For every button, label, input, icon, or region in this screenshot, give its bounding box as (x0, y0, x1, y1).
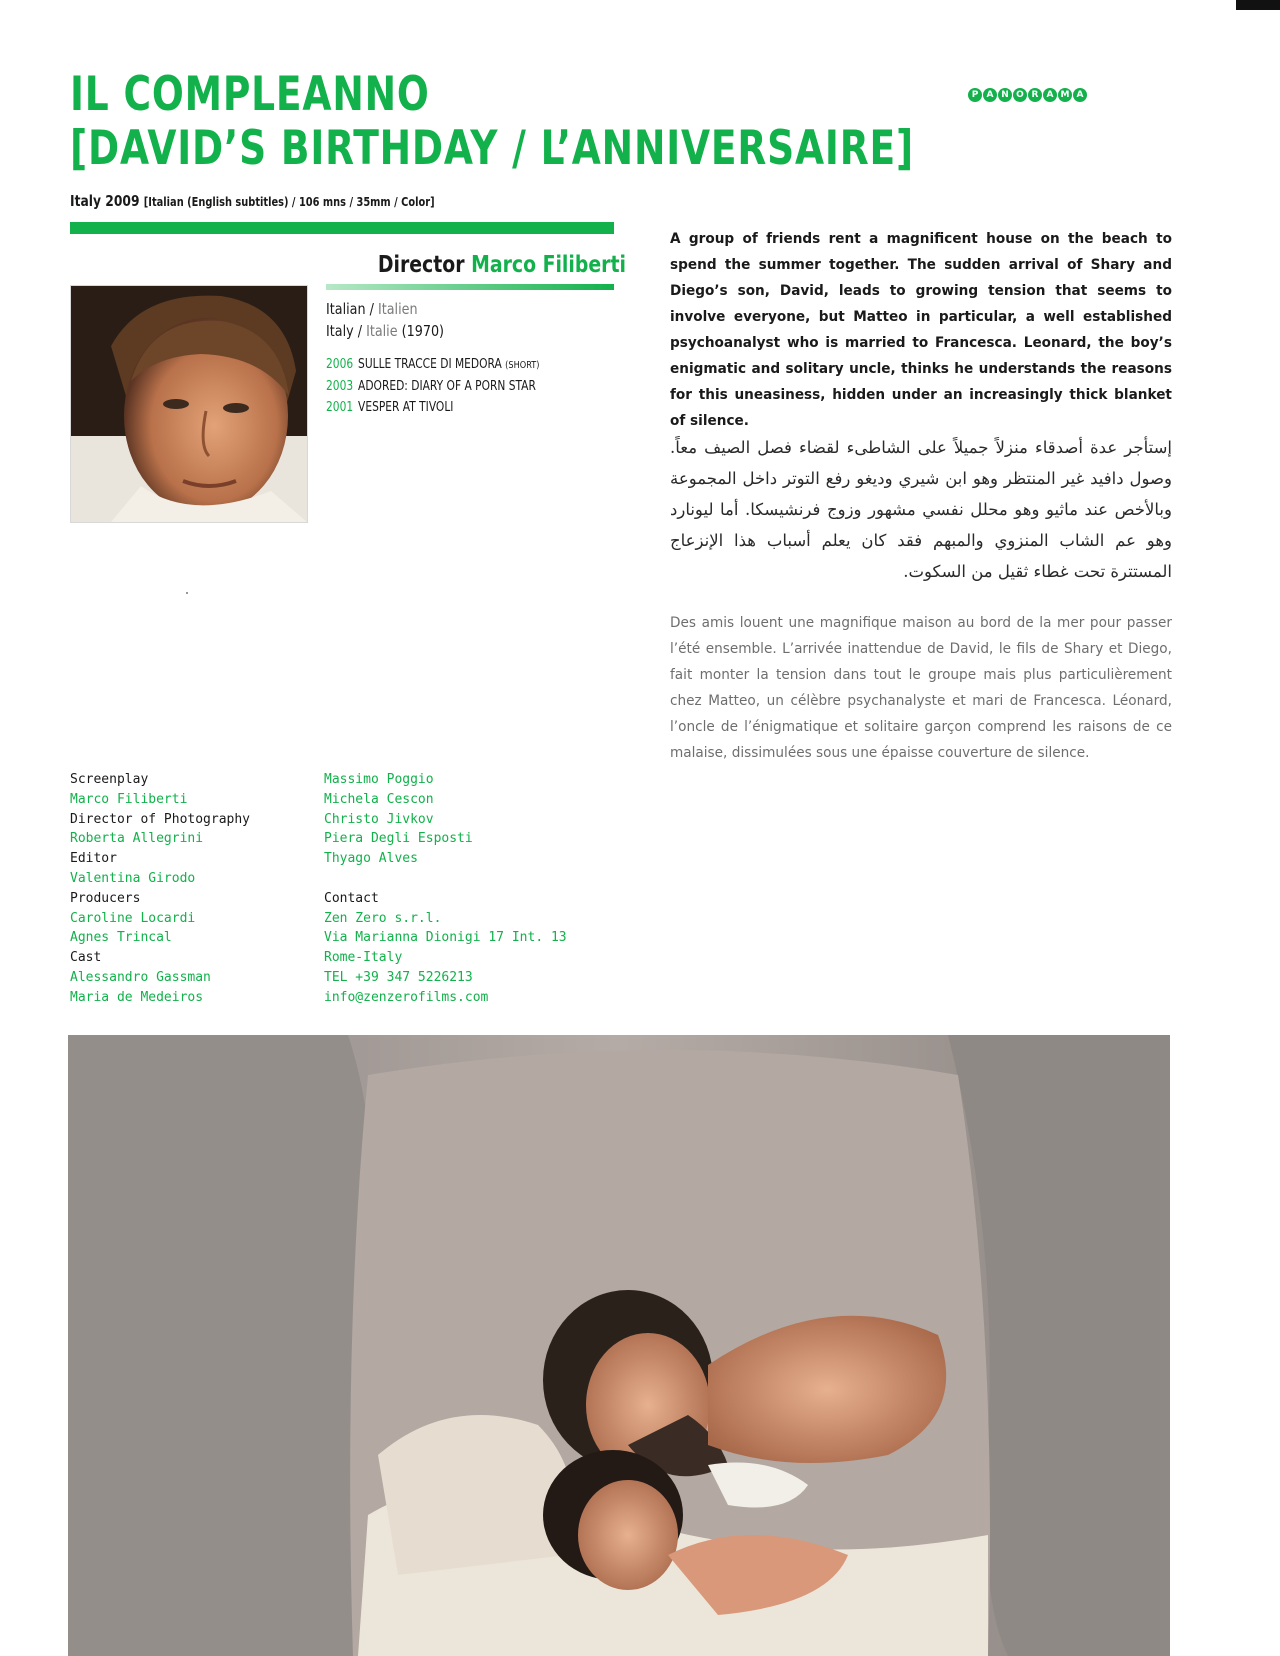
cast-member: Maria de Medeiros (70, 989, 204, 1005)
director-portrait (70, 285, 308, 523)
director-heading (377, 252, 626, 278)
cast-member: Alessandro Gassman (70, 969, 211, 985)
badge-letter: A (983, 88, 997, 102)
panorama-section-badge (968, 88, 1087, 102)
dop-label: Director of Photography (70, 811, 251, 827)
filmography-item (326, 397, 562, 418)
filmography-item (326, 376, 562, 397)
badge-letter: A (1043, 88, 1057, 102)
cast-member: Christo Jivkov (324, 811, 434, 827)
format-details: [Italian (English subtitles) / 106 mns / 35mm / Color] (143, 195, 435, 209)
nationality-fr: Italien (377, 300, 418, 318)
producer-name: Caroline Locardi (70, 910, 196, 926)
film-year: 2006 (326, 357, 354, 372)
filmography-list (326, 354, 614, 418)
editor-label: Editor (70, 851, 117, 867)
film-note: (SHORT) (505, 360, 540, 371)
film-still-image (68, 1035, 1170, 1656)
director-info (326, 252, 626, 418)
film-year: 2001 (326, 400, 354, 415)
cast-member: Thyago Alves (324, 851, 418, 867)
contact-phone: TEL +39 347 5226213 (324, 969, 473, 985)
director-nationality: Italian / Italien (326, 300, 418, 318)
accent-divider (70, 222, 614, 234)
screenplay-label: Screenplay (70, 772, 149, 787)
badge-letter: N (998, 88, 1012, 102)
editor-name: Valentina Girodo (70, 870, 196, 886)
contact-company: Zen Zero s.r.l. (324, 910, 442, 926)
birth-country-fr: Italie (366, 322, 398, 340)
film-title: ADORED: DIARY OF A PORN STAR (358, 379, 536, 394)
dop-name: Roberta Allegrini (70, 831, 204, 847)
film-title: SULLE TRACCE DI MEDORA (358, 357, 502, 372)
scan-speck (186, 592, 188, 594)
synopsis-arabic (670, 432, 1172, 587)
director-name: Marco Filiberti (471, 252, 626, 278)
spacer (324, 869, 567, 889)
page-edge-mark (1236, 0, 1280, 10)
badge-letter: A (1073, 88, 1087, 102)
director-birth: Italy / Italie (1970) (326, 322, 445, 340)
badge-letter: M (1058, 88, 1072, 102)
badge-letter: R (1028, 88, 1042, 102)
title-line-original: IL COMPLEANNO (70, 67, 430, 122)
badge-letter: P (968, 88, 982, 102)
film-still (68, 1035, 1170, 1656)
film-year: 2003 (326, 379, 354, 394)
director-portrait-image (71, 286, 307, 522)
badge-letter: O (1013, 88, 1027, 102)
credits-column-left (70, 770, 250, 1008)
synopsis-english-text: A group of friends rent a magnificent house on the beach to spend the summer together. The sudden arrival of Shary and Diego’s son, David, leads to growing tension that seems to involve everyone, but Matteo in particular, a well established psychoanalyst who is married to Francesca. Leonard, the boy’s enigmatic and solitary uncle, thinks he understands the reasons for this uneasiness, hidden under an increasingly thick blanket of silence. (670, 231, 1172, 429)
nationality-en: Italian (326, 300, 366, 318)
birth-year: (1970) (401, 322, 445, 340)
synopsis-arabic-text: إستأجر عدة أصدقاء منزلاً جميلاً على الشاطىء لقضاء فصل الصيف معاً. وصول دافيد غير المنتظر وهو ابن شيري وديغو رفع التوتر داخل المجموعة وبالأخص عند ماثيو وهو محلل نفسي مشهور وزوج فرنشيسكا. أما ليونارد وهو عم الشاب المنزوي والمبهم فقد كان يعلم أسباب هذا الإنزعاج المستترة تحت غطاء ثقيل من السكوت. (670, 438, 1172, 581)
cast-label: Cast (70, 950, 102, 966)
synopsis-french-text: Des amis louent une magnifique maison au bord de la mer pour passer l’été ensemble. L’arrivée inattendue de David, le fils de Shary et Diego, fait monter la tension dans tout le groupe mais plus particulièrement chez Matteo, un célèbre psychanalyste et mari de Francesca. Léonard, l’oncle de l’énigmatique et solitaire garçon comprend les raisons de ce malaise, dissimulées sous une épaisse couverture de silence. (670, 615, 1172, 761)
credits-column-right (324, 770, 567, 1008)
contact-email[interactable]: info@zenzerofilms.com (324, 989, 489, 1005)
synopsis-french (670, 610, 1172, 766)
director-label: Director (377, 252, 465, 278)
cast-member: Piera Degli Esposti (324, 831, 473, 847)
technical-details (70, 192, 435, 210)
contact-label: Contact (324, 890, 379, 906)
filmography-item (326, 354, 562, 376)
cast-member: Michela Cescon (324, 791, 434, 807)
title-line-translations: [DAVID’S BIRTHDAY / L’ANNIVERSAIRE] (70, 121, 914, 176)
birth-country-en: Italy (326, 322, 354, 340)
cast-member: Massimo Poggio (324, 772, 434, 787)
producers-label: Producers (70, 890, 141, 906)
contact-address: Via Marianna Dionigi 17 Int. 13 (324, 930, 567, 946)
synopsis-english (670, 226, 1172, 434)
contact-city: Rome-Italy (324, 950, 403, 966)
director-divider (326, 284, 614, 290)
country-year: Italy 2009 (70, 192, 140, 210)
film-title: VESPER AT TIVOLI (358, 400, 454, 415)
producer-name: Agnes Trincal (70, 930, 172, 946)
screenplay-name: Marco Filiberti (70, 791, 188, 807)
film-title (70, 68, 914, 176)
